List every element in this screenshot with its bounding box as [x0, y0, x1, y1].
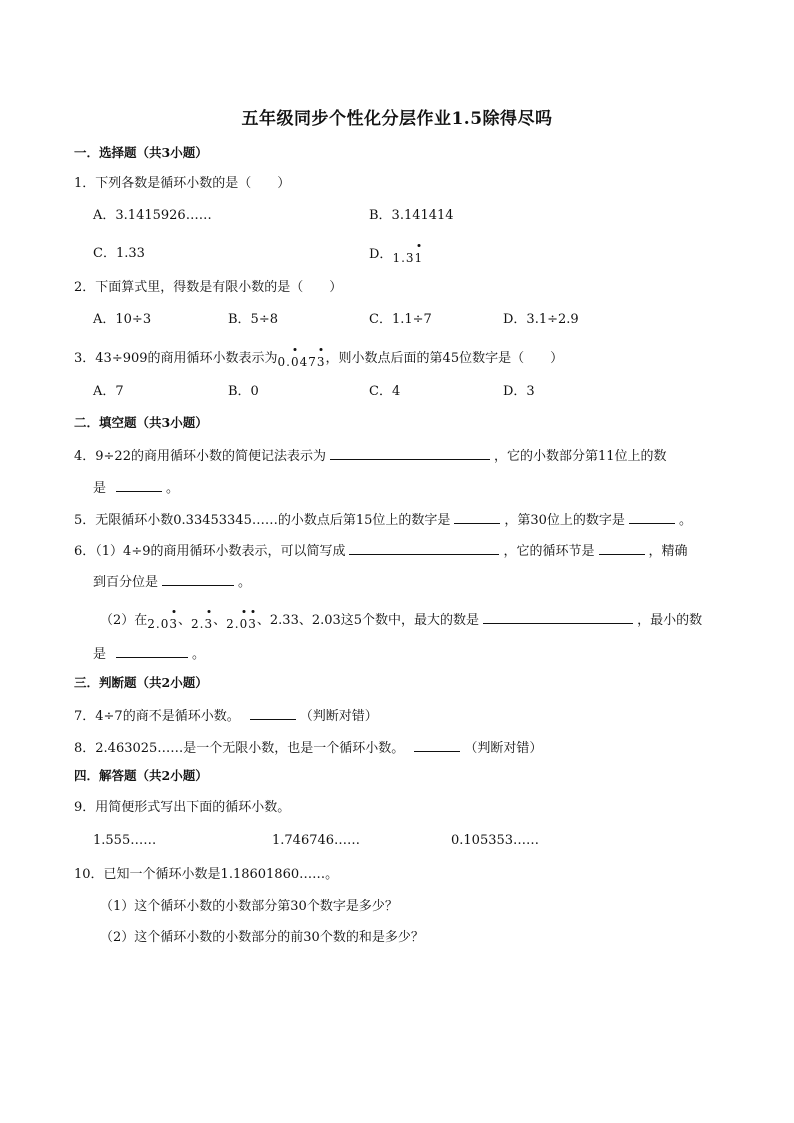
q6-number-3-repeat-2: 3 [248, 617, 257, 631]
q6-number-3 [226, 615, 257, 633]
q6-p1-answer-blank-3[interactable] [162, 571, 234, 586]
q3-option-d: D．3 [503, 384, 535, 399]
q1-option-d-label: D． [369, 247, 393, 262]
q6-p2-answer-blank-2[interactable] [116, 643, 188, 658]
q1-option-d [369, 245, 423, 264]
q7-text-pre: 7．4÷7的商不是循环小数。 [74, 709, 240, 724]
question-3-stem [74, 349, 563, 368]
q5-text-post: 。 [678, 513, 692, 528]
section-heading-fill: 二．填空题（共3小题） [74, 415, 208, 430]
q3-number-dot-end: 3 [316, 355, 326, 369]
q3-option-b: B．0 [228, 384, 259, 399]
q5-text-mid: ，第30位上的数字是 [504, 513, 625, 528]
q6-number-1 [147, 615, 178, 633]
section-heading-solve: 四．解答题（共2小题） [74, 768, 208, 783]
question-6-part-1-line-2 [93, 571, 251, 592]
q6-number-3-head: 2. [226, 617, 240, 631]
q3-repeating-number [278, 353, 326, 371]
q3-option-a: A．7 [93, 384, 124, 399]
q6-separator-2: 、 [213, 613, 227, 628]
q6-p1-text-line2-post: 。 [238, 575, 252, 590]
question-9-stem: 9．用简便形式写出下面的循环小数。 [74, 800, 291, 815]
question-2-stem: 2．下面算式里，得数是有限小数的是（ ） [74, 280, 343, 295]
q3-stem-post: ，则小数点后面的第45位数字是（ ） [325, 351, 564, 366]
q3-stem-pre: 3．43÷909的商用循环小数表示为 [74, 351, 278, 366]
q6-p1-text-post: ，精确 [648, 544, 688, 559]
q1-option-d-number-head: 1.3 [392, 251, 415, 265]
question-8-line [74, 737, 542, 758]
q3-option-c: C．4 [369, 384, 401, 399]
q4-text-pre: 4．9÷22的商用循环小数的简便记法表示为 [74, 449, 326, 464]
q2-option-a: A．10÷3 [93, 312, 152, 327]
question-6-part-1-line-1 [74, 540, 688, 561]
q6-separator-1: 、 [178, 613, 192, 628]
question-6-part-2-line-1 [100, 609, 702, 630]
q2-option-b: B．5÷8 [228, 312, 278, 327]
q6-number-3-repeat-1: 0 [239, 617, 249, 631]
q6-number-2 [191, 615, 213, 633]
q3-number-head: 0. [277, 355, 291, 369]
q6-p1-text-pre: 6．（1）4÷9的商用循环小数表示，可以简写成 [74, 544, 346, 559]
q8-answer-blank[interactable] [414, 737, 460, 752]
q9-number-3: 0.105353…… [451, 833, 540, 848]
q5-text-pre: 5．无限循环小数0.33453345……的小数点后第15位上的数字是 [74, 513, 451, 528]
q1-option-d-repeat-digit: 1 [414, 251, 424, 265]
question-10-sub-2: （2）这个循环小数的小数部分的前30个数的和是多少？ [100, 930, 424, 945]
q4-answer-blank-2[interactable] [116, 477, 162, 492]
q5-answer-blank-1[interactable] [454, 509, 500, 524]
q6-number-1-head: 2.0 [147, 617, 170, 631]
question-10-sub-1: （1）这个循环小数的小数部分第30个数字是多少？ [100, 899, 398, 914]
q6-separator-3: 、 [256, 613, 270, 628]
q6-p1-answer-blank-2[interactable] [599, 540, 645, 555]
q6-p2-text-line2-post: 。 [192, 647, 206, 662]
q5-answer-blank-2[interactable] [629, 509, 675, 524]
q6-p2-text-line2-pre: 是 [93, 647, 107, 662]
q6-p2-text-rest: 2.33、2.03这5个数中，最大的数是 [269, 613, 480, 628]
section-heading-choice: 一．选择题（共3小题） [74, 145, 208, 160]
q6-p1-answer-blank-1[interactable] [349, 540, 499, 555]
page-title: 五年级同步个性化分层作业1.5除得尽吗 [241, 109, 553, 129]
question-5-line [74, 509, 692, 530]
q3-number-mid: 47 [299, 355, 317, 369]
question-6-part-2-line-2 [93, 643, 205, 664]
question-10-stem: 10．已知一个循环小数是1.18601860……。 [74, 867, 339, 882]
q6-p2-text-post: ，最小的数 [637, 613, 703, 628]
q6-p2-text-pre: （2）在 [100, 613, 148, 628]
q6-p1-text-line2-pre: 到百分位是 [93, 575, 159, 590]
q8-text-pre: 8．2.463025……是一个无限小数，也是一个循环小数。 [74, 741, 405, 756]
question-7-line [74, 705, 378, 726]
section-heading-judge: 三．判断题（共2小题） [74, 675, 208, 690]
question-4-line-1 [74, 445, 667, 466]
question-4-line-2 [93, 477, 179, 498]
q4-text-mid: ，它的小数部分第11位上的数 [493, 449, 667, 464]
q9-number-2: 1.746746…… [272, 833, 361, 848]
q6-p1-text-mid: ，它的循环节是 [503, 544, 595, 559]
q6-number-2-repeat: 3 [204, 617, 214, 631]
q1-option-c: C．1.33 [93, 246, 145, 261]
q2-option-d: D．3.1÷2.9 [503, 312, 579, 327]
q8-text-post: （判断对错） [464, 741, 543, 756]
q6-number-2-head: 2. [191, 617, 205, 631]
q3-number-dot-start: 0 [290, 355, 300, 369]
question-1-stem: 1．下列各数是循环小数的是（ ） [74, 176, 291, 191]
q4-answer-blank-1[interactable] [330, 445, 490, 460]
q7-answer-blank[interactable] [250, 705, 296, 720]
q9-number-1: 1.555…… [93, 833, 157, 848]
q6-number-1-repeat: 3 [169, 617, 179, 631]
q1-option-a: A．3.1415926…… [93, 208, 212, 223]
q4-text-line2-post: 。 [166, 481, 180, 496]
q2-option-c: C．1.1÷7 [369, 312, 432, 327]
q7-text-post: （判断对错） [299, 709, 378, 724]
q1-option-b: B．3.141414 [369, 208, 454, 223]
q4-text-line2-pre: 是 [93, 481, 107, 496]
q6-p2-answer-blank-1[interactable] [483, 609, 633, 624]
